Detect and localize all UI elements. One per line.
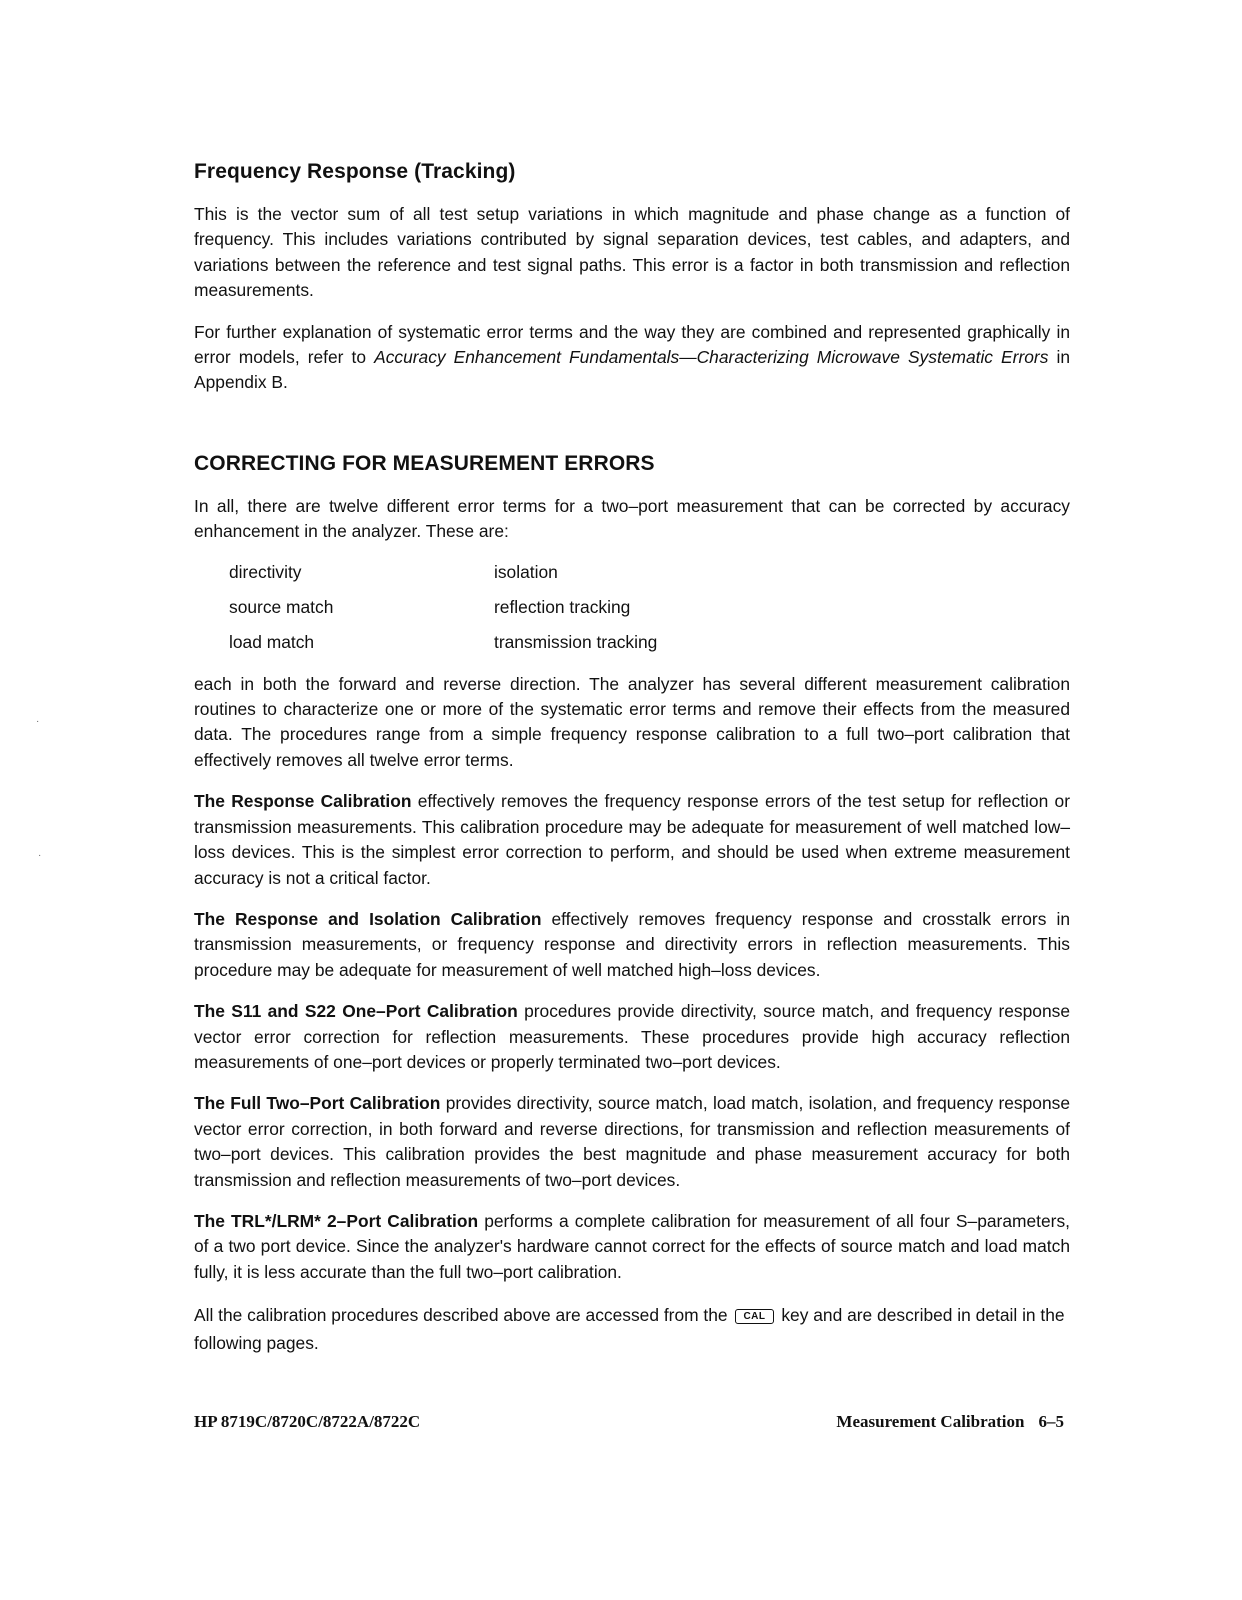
closing-text-suffix: key and are described in detail in the following pages. xyxy=(194,1305,1065,1354)
further-explanation-suffix: in Appendix B. xyxy=(194,347,1070,393)
calibration-name: The Response Calibration xyxy=(194,791,412,812)
calibration-description: performs a complete calibration for measurement of all four S–parameters, of a two port device. Since the analyzer's hardware cannot correct for the effects of source match and load match fully, it is less accurate than the full two–port calibration. xyxy=(194,1210,1070,1282)
paragraph-further-explanation xyxy=(194,320,1070,396)
closing-text: All the calibration procedures described above are accessed from the xyxy=(194,1305,733,1326)
footer-model: HP 8719C/8720C/8722A/8722C xyxy=(194,1412,421,1431)
paragraph-one-port-calibration xyxy=(194,999,1070,1075)
heading-correcting-errors: CORRECTING FOR MEASUREMENT ERRORS xyxy=(194,451,655,475)
page-content xyxy=(194,160,1070,1373)
calibration-description: provides directivity, source match, load match, isolation, and frequency response vector error correction, in both forward and reverse directions, for transmission and reflection measurements of two–port devices. This calibration provides the best magnitude and phase measurement accuracy for both transmission and reflection measurements of two–port devices. xyxy=(194,1093,1070,1190)
paragraph-closing xyxy=(194,1301,1070,1357)
footer-chapter: Measurement Calibration xyxy=(836,1412,1025,1431)
paragraph-response-isolation-calibration xyxy=(194,907,1070,983)
calibration-description: effectively removes the frequency response errors of the test setup for reflection or transmission measurements. This calibration procedure may be adequate for measurement of well matched low–loss devices. This is the simplest error correction to perform, and should be used when extreme measurement accuracy is not a critical factor. xyxy=(194,791,1070,888)
paragraph-full-two-port-calibration xyxy=(194,1091,1070,1193)
calibration-name: The Response and Isolation Calibration xyxy=(194,908,542,929)
appendix-reference-title: Accuracy Enhancement Fundamentals—Characterizing Microwave Systematic Errors xyxy=(374,347,1049,368)
footer-chapter-page xyxy=(836,1412,1064,1432)
heading-frequency-response: Frequency Response (Tracking) xyxy=(194,160,516,183)
error-term: directivity xyxy=(229,561,302,582)
calibration-name: The TRL*/LRM* 2–Port Calibration xyxy=(194,1210,479,1231)
further-explanation-text: For further explanation of systematic error terms and the way they are combined and represented graphically in error models, refer to xyxy=(194,321,1070,368)
scan-speck: · xyxy=(38,850,42,861)
error-term: load match xyxy=(229,631,315,652)
cal-key-icon: CAL xyxy=(735,1309,773,1324)
paragraph-trl-lrm-calibration xyxy=(194,1209,1070,1285)
calibration-name: The S11 and S22 One–Port Calibration xyxy=(194,1001,518,1022)
calibration-description: effectively removes frequency response and crosstalk errors in transmission measurements, or frequency response and directivity errors in reflection measurements. This procedure may be adequate for measurement of well matched high–loss devices. xyxy=(194,908,1070,980)
error-terms-list xyxy=(229,555,1070,660)
calibration-description: procedures provide directivity, source match, and frequency response vector error correction for reflection measurements. These procedures provide high accuracy reflection measurements of one–port devices or properly terminated two–port devices. xyxy=(194,1001,1070,1072)
paragraph-response-calibration xyxy=(194,789,1070,891)
error-term: reflection tracking xyxy=(494,596,631,617)
scan-speck: · xyxy=(36,716,40,727)
calibration-name: The Full Two–Port Calibration xyxy=(194,1093,441,1114)
error-term: transmission tracking xyxy=(494,631,658,652)
paragraph-intro: In all, there are twelve different error terms for a two–port measurement that can be corrected by accuracy enhancement in the analyzer. These are: xyxy=(194,495,1070,542)
paragraph-frequency-response: This is the vector sum of all test setup variations in which magnitude and phase change as a function of frequency. This includes variations contributed by signal separation devices, test cables, and adapters, and variations between the reference and test signal paths. This error is a factor in both transmission and reflection measurements. xyxy=(194,204,1070,301)
footer-page-number: 6–5 xyxy=(1038,1412,1064,1431)
error-term: source match xyxy=(229,596,334,617)
paragraph-after-terms: each in both the forward and reverse direction. The analyzer has several different measurement calibration routines to characterize one or more of the systematic error terms and remove their effects from the measured data. The procedures range from a simple frequency response calibration to a full two–port calibration that effectively removes all twelve error terms. xyxy=(194,673,1070,770)
error-term: isolation xyxy=(494,561,558,582)
